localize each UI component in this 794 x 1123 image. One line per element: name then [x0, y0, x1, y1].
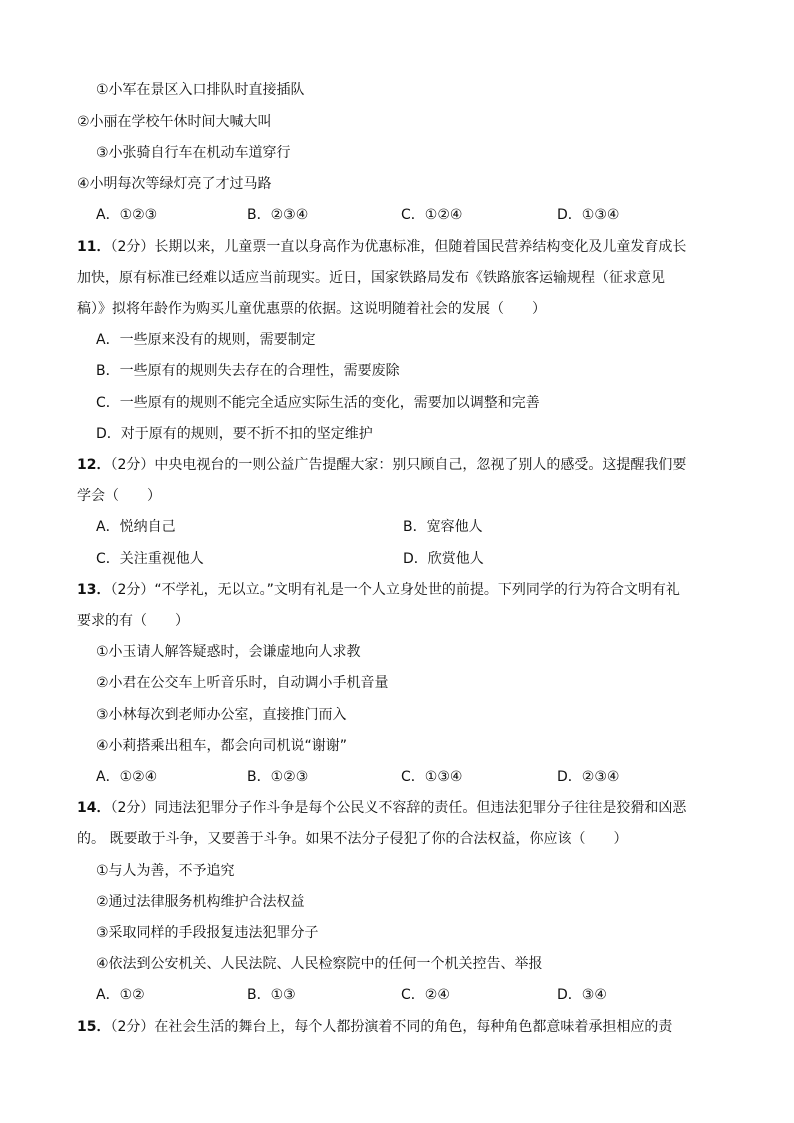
q12-option-c: C．关注重视他人 — [96, 551, 204, 567]
q12-number: 12． — [77, 457, 111, 473]
q12-option-b: B．宽容他人 — [403, 519, 483, 535]
q14-option-d: D．③④ — [557, 987, 607, 1003]
q10-item-4: ④小明每次等绿灯亮了才过马路 — [77, 176, 272, 192]
q10-option-a: A．①②③ — [96, 207, 158, 223]
q15-points: （2分） — [110, 1019, 155, 1035]
q15-line-1: 在社会生活的舞台上，每个人都扮演着不同的角色，每种角色都意味着承担相应的责 — [154, 1019, 673, 1035]
q13-option-d: D．②③④ — [557, 769, 620, 785]
q14-line-1: 同违法犯罪分子作斗争是每个公民义不容辞的责任。但违法犯罪分子往往是狡猾和凶恶 — [154, 800, 687, 816]
q12-stem — [77, 455, 686, 475]
q14-stem — [77, 798, 686, 818]
q14-points: （2分） — [110, 800, 155, 816]
q10-item-3: ③小张骑自行车在机动车道穿行 — [96, 145, 291, 161]
q14-item-3: ③采取同样的手段报复违法犯罪分子 — [96, 925, 319, 941]
q14-line-2: 的。 既要敢于斗争，又要善于斗争。如果不法分子侵犯了你的合法权益，你应该（ ） — [77, 831, 628, 847]
q13-line-1: “不学礼，无以立。”文明有礼是一个人立身处世的前提。下列同学的行为符合文明有礼 — [154, 582, 680, 598]
q11-points: （2分） — [110, 239, 155, 255]
q10-item-1: ①小军在景区入口排队时直接插队 — [96, 82, 305, 98]
q13-line-2: 要求的有（ ） — [77, 613, 189, 629]
q12-option-d: D．欣赏他人 — [403, 551, 484, 567]
q13-option-a: A．①②④ — [96, 769, 158, 785]
q14-option-c: C．②④ — [401, 987, 450, 1003]
q11-option-c: C．一些原有的规则不能完全适应实际生活的变化，需要加以调整和完善 — [96, 395, 540, 411]
q11-number: 11． — [77, 239, 111, 255]
q10-option-c: C．①②④ — [401, 207, 463, 223]
q12-option-a: A．悦纳自己 — [96, 519, 176, 535]
q13-item-1: ①小玉请人解答疑惑时，会谦虚地向人求教 — [96, 644, 361, 660]
q15-stem — [77, 1017, 672, 1037]
q11-stem — [77, 237, 686, 257]
q14-item-4: ④依法到公安机关、人民法院、人民检察院中的任何一个机关控告、举报 — [96, 956, 543, 972]
q13-item-4: ④小莉搭乘出租车，都会向司机说“谢谢” — [96, 738, 348, 754]
q10-item-2: ②小丽在学校午休时间大喊大叫 — [77, 114, 272, 130]
q13-option-c: C．①③④ — [401, 769, 463, 785]
q13-item-2: ②小君在公交车上听音乐时，自动调小手机音量 — [96, 675, 389, 691]
q14-option-a: A．①② — [96, 987, 145, 1003]
q13-stem — [77, 580, 680, 600]
q13-points: （2分） — [110, 582, 155, 598]
q11-line-3: 稿）》拟将年龄作为购买儿童优惠票的依据。这说明随着社会的发展（ ） — [77, 301, 546, 317]
q11-option-d: D．对于原有的规则，要不折不扣的坚定维护 — [96, 426, 373, 442]
q11-option-b: B．一些原有的规则失去存在的合理性，需要废除 — [96, 363, 400, 379]
q14-number: 14． — [77, 800, 111, 816]
q10-option-b: B．②③④ — [247, 207, 309, 223]
q14-option-b: B．①③ — [247, 987, 296, 1003]
q12-points: （2分） — [110, 457, 155, 473]
q11-option-a: A．一些原来没有的规则，需要制定 — [96, 332, 316, 348]
q13-item-3: ③小林每次到老师办公室，直接推门而入 — [96, 707, 347, 723]
q11-line-2: 加快，原有标准已经难以适应当前现实。近日，国家铁路局发布《铁路旅客运输规程（征求意见 — [77, 270, 665, 286]
q13-option-b: B．①②③ — [247, 769, 309, 785]
q11-line-1: 长期以来，儿童票一直以身高作为优惠标准，但随着国民营养结构变化及儿童发育成长 — [154, 239, 687, 255]
q14-item-1: ①与人为善，不予追究 — [96, 863, 235, 879]
q10-option-d: D．①③④ — [557, 207, 620, 223]
q14-item-2: ②通过法律服务机构维护合法权益 — [96, 894, 305, 910]
q12-line-2: 学会（ ） — [77, 488, 161, 504]
q13-number: 13． — [77, 582, 111, 598]
q12-line-1: 中央电视台的一则公益广告提醒大家：别只顾自己，忽视了别人的感受。这提醒我们要 — [154, 457, 687, 473]
q15-number: 15． — [77, 1019, 111, 1035]
